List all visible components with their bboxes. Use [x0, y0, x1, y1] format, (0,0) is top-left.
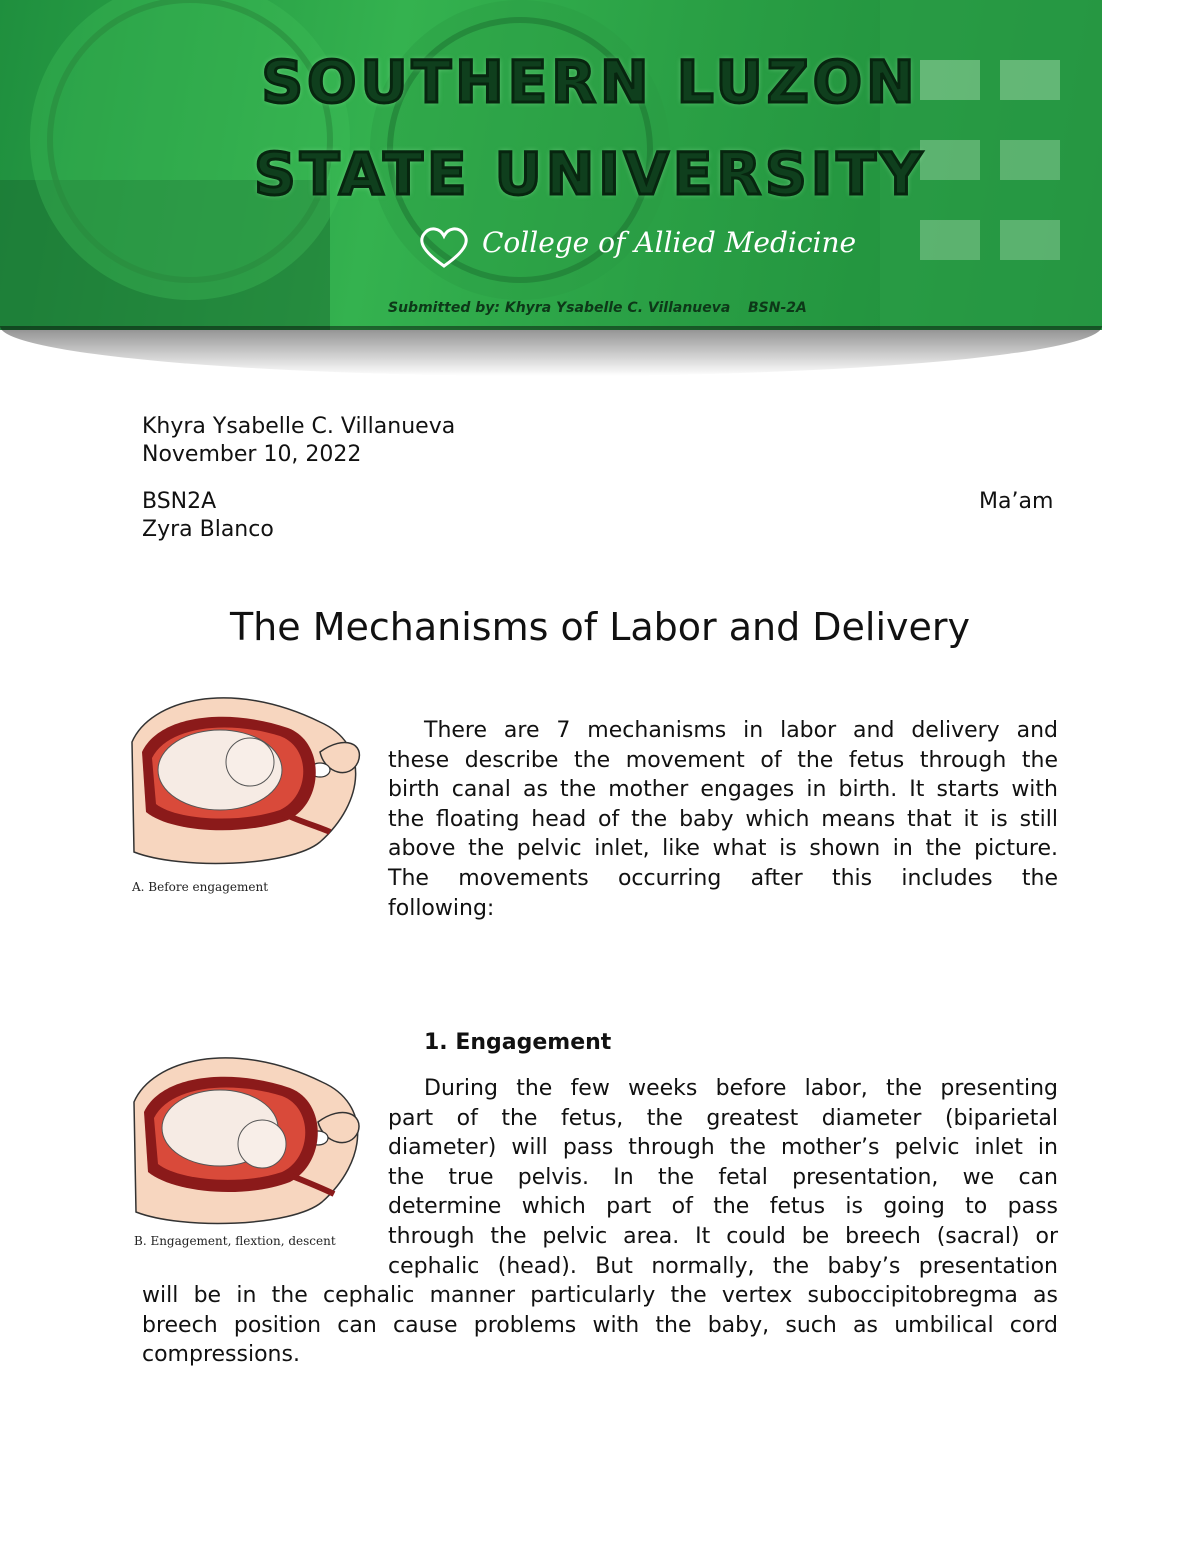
intro-line: the floating head of the baby which means that it is still — [388, 806, 1058, 832]
banner-submitted-by: Submitted by: Khyra Ysabelle C. Villanueva — [388, 300, 731, 316]
engagement-line: through the pelvic area. It could be breech (sacral) or — [388, 1223, 1058, 1249]
engagement-paragraph-full-width — [142, 1281, 1058, 1370]
banner-title-line2: STATE UNIVERSITY — [254, 140, 926, 208]
banner-title-line1: SOUTHERN LUZON — [261, 48, 919, 116]
engagement-line: During the few weeks before labor, the presenting — [424, 1076, 1058, 1101]
intro-paragraph — [388, 716, 1058, 923]
teacher-name: Zyra Blanco — [142, 517, 274, 542]
engagement-line: the true pelvis. In the fetal presentation, we can — [388, 1164, 1058, 1190]
engagement-line: compressions. — [142, 1342, 300, 1368]
engagement-line: determine which part of the fetus is going to pass — [388, 1194, 1058, 1220]
intro-line: birth canal as the mother engages in birth. It starts with — [388, 777, 1058, 803]
engagement-line: part of the fetus, the greatest diameter (biparietal — [388, 1105, 1058, 1131]
intro-line: There are 7 mechanisms in labor and delivery and — [424, 718, 1058, 743]
heart-stethoscope-icon — [414, 222, 474, 272]
student-name: Khyra Ysabelle C. Villanueva — [142, 414, 456, 439]
submission-date: November 10, 2022 — [142, 442, 362, 467]
intro-line: above the pelvic inlet, like what is shown in the picture. — [388, 836, 1058, 862]
engagement-line: will be in the cephalic manner particularly the vertex suboccipitobregma as — [142, 1283, 1058, 1308]
section-engagement-heading: 1. Engagement — [424, 1030, 612, 1055]
engagement-line: diameter) will pass through the mother’s pelvic inlet in — [388, 1135, 1058, 1161]
banner-shadow — [0, 326, 1102, 376]
university-banner — [0, 0, 1102, 330]
intro-line: these describe the movement of the fetus through the — [388, 747, 1058, 773]
teacher-prefix: Ma’am — [979, 489, 1054, 514]
engagement-line: breech position can cause problems with the baby, such as umbilical cord — [142, 1312, 1058, 1338]
engagement-line: cephalic (head). But normally, the baby’s presentation — [388, 1253, 1058, 1279]
figure-b-caption: B. Engagement, flextion, descent — [134, 1234, 336, 1248]
engagement-paragraph — [388, 1074, 1058, 1281]
figure-before-engagement — [120, 682, 370, 872]
banner-college-name: College of Allied Medicine — [482, 226, 857, 259]
figure-a-caption: A. Before engagement — [132, 880, 269, 894]
banner-section: BSN-2A — [748, 300, 807, 316]
intro-line: following: — [388, 895, 495, 921]
section-label: BSN2A — [142, 489, 217, 514]
figure-engagement-flexion-descent — [122, 1042, 372, 1232]
intro-line: The movements occurring after this includes the — [388, 865, 1058, 891]
document-title: The Mechanisms of Labor and Delivery — [229, 605, 971, 649]
